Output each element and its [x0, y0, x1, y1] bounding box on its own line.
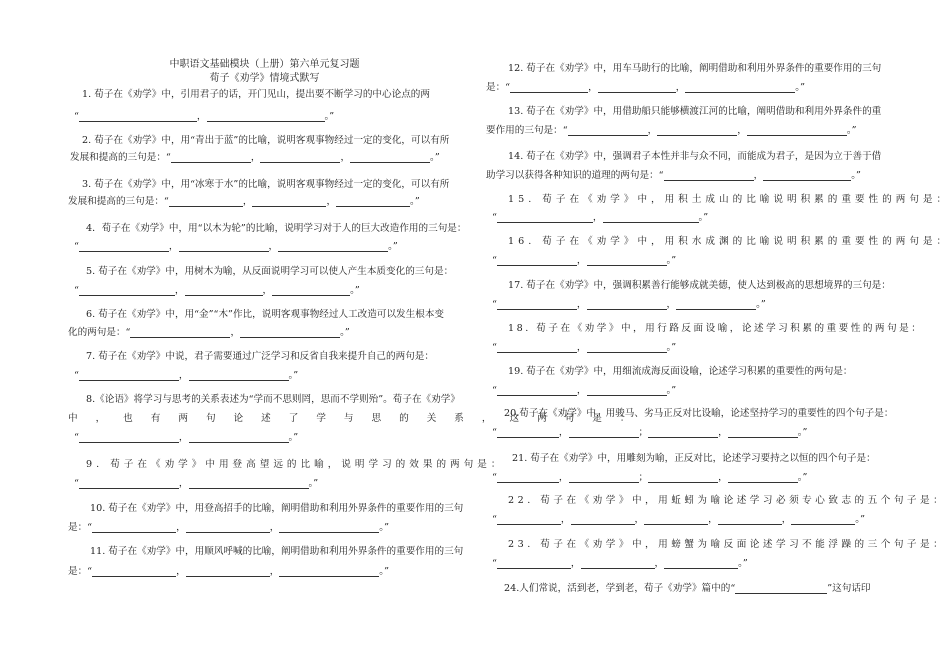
answer-blank[interactable]	[169, 195, 243, 207]
question-prompt: 3. 荀子在《劝学》中，用“冰寒于水”的比喻，说明客观事物经过一定的变化，可以有所	[82, 179, 450, 190]
answer-blank[interactable]	[587, 298, 667, 310]
answer-blank[interactable]	[497, 254, 577, 266]
answer-blank[interactable]	[186, 565, 270, 577]
answer-blank[interactable]	[664, 557, 738, 569]
answer-blank[interactable]	[648, 471, 718, 483]
answer-blank[interactable]	[79, 369, 179, 381]
answer-blank[interactable]	[186, 521, 270, 533]
answer-blank[interactable]	[497, 426, 559, 438]
question-prompt: 1. 荀子在《劝学》中，引用君子的话，开门见山，提出要不断学习的中心论点的两	[82, 89, 430, 100]
answer-blank[interactable]	[718, 513, 782, 525]
answer-blank[interactable]	[240, 326, 340, 338]
answer-blank[interactable]	[510, 81, 588, 93]
answer-blank[interactable]	[497, 384, 577, 396]
answer-blank[interactable]	[252, 195, 326, 207]
question-prompt: 12. 荀子在《劝学》中，用车马助行的比喻，阐明借助和利用外界条件的重要作用的三句	[508, 63, 882, 74]
answer-blank[interactable]	[676, 298, 756, 310]
question-prompt: 2. 荀子在《劝学》中，用“青出于蓝”的比喻，说明客观事物经过一定的变化，可以有所	[82, 135, 450, 146]
answer-blank[interactable]	[279, 521, 379, 533]
question-prompt: 11. 荀子在《劝学》中，用顺风呼喊的比喻，阐明借助和利用外界条件的重要作用的三句	[90, 546, 464, 557]
question-prompt: 8.《论语》将学习与思考的关系表述为“学而不思则罔，思而不学则殆”。荀子在《劝学》	[86, 394, 460, 405]
answer-blank[interactable]	[497, 557, 571, 569]
question-prompt: 中，也有两句论述了学与思的关系，这两句是：	[68, 413, 648, 424]
question-prompt: 13. 荀子在《劝学》中，用借助船只能够横渡江河的比喻，阐明借助和利用外界条件的重	[508, 106, 882, 117]
question-prompt: 10. 荀子在《劝学》中，用登高招手的比喻，阐明借助和利用外界条件的重要作用的三句	[90, 503, 464, 514]
question-prompt: 15. 荀子在《劝学》中，用积土成山的比喻说明积累的重要性的两句是：	[508, 194, 950, 205]
answer-blank[interactable]	[79, 240, 169, 252]
answer-blank[interactable]	[728, 471, 798, 483]
answer-blank[interactable]	[569, 471, 639, 483]
question-prompt: 21. 荀子在《劝学》中，用雕刻为喻，正反对比，论述学习要持之以恒的四个句子是：	[512, 453, 876, 464]
answer-blank[interactable]	[497, 471, 559, 483]
answer-blank[interactable]	[179, 240, 269, 252]
question-prompt: 5. 荀子在《劝学》中，用树木为喻，从反面说明学习可以使人产生本质变化的三句是：	[86, 266, 454, 277]
answer-blank[interactable]	[664, 169, 754, 181]
answer-blank[interactable]	[648, 426, 718, 438]
answer-blank[interactable]	[581, 557, 655, 569]
answer-blank[interactable]	[92, 565, 176, 577]
answer-blank[interactable]	[568, 124, 648, 136]
answer-blank[interactable]	[207, 110, 325, 122]
answer-blank[interactable]	[598, 81, 676, 93]
answer-blank[interactable]	[189, 431, 289, 443]
answer-blank[interactable]	[685, 81, 795, 93]
answer-blank[interactable]	[79, 110, 197, 122]
answer-blank[interactable]	[587, 254, 667, 266]
question-prompt: 16. 荀子在《劝学》中，用积水成渊的比喻说明积累的重要性的两句是：	[508, 236, 950, 247]
question-prompt: 14. 荀子在《劝学》中，强调君子本性并非与众不同，而能成为君子，是因为立于善于借	[508, 151, 882, 162]
answer-blank[interactable]	[571, 513, 635, 525]
question-prompt: 22. 荀子在《劝学》中，用蚯蚓为喻论述学习必须专心致志的五个句子是：	[508, 495, 947, 506]
answer-blank[interactable]	[791, 513, 855, 525]
answer-blank[interactable]	[735, 582, 827, 594]
answer-blank[interactable]	[497, 211, 593, 223]
answer-blank[interactable]	[336, 195, 410, 207]
answer-blank[interactable]	[279, 565, 379, 577]
answer-blank[interactable]	[603, 211, 699, 223]
answer-blank[interactable]	[79, 477, 179, 489]
answer-blank[interactable]	[569, 426, 639, 438]
question-prompt: 9. 荀子在《劝学》中用登高望远的比喻，说明学习的效果的两句是：	[86, 459, 505, 470]
answer-blank[interactable]	[79, 431, 179, 443]
question-prompt: 7. 荀子在《劝学》中说，君子需要通过广泛学习和反省自我来提升自己的两句是：	[86, 351, 434, 362]
question-prompt: 23. 荀子在《劝学》中，用螃蟹为喻反面论述学习不能浮躁的三个句子是：	[508, 539, 947, 550]
answer-blank[interactable]	[657, 124, 737, 136]
answer-blank[interactable]	[497, 298, 577, 310]
answer-blank[interactable]	[189, 369, 289, 381]
answer-blank[interactable]	[185, 284, 263, 296]
answer-blank[interactable]	[278, 240, 388, 252]
answer-blank[interactable]	[763, 169, 851, 181]
answer-blank[interactable]	[350, 151, 430, 163]
answer-blank[interactable]	[260, 151, 340, 163]
answer-blank[interactable]	[130, 326, 230, 338]
answer-blank[interactable]	[497, 513, 561, 525]
answer-blank[interactable]	[747, 124, 847, 136]
question-prompt: 20.荀子在《劝学》中，用骏马、劣马正反对比设喻，论述坚持学习的重要性的四个句子是：	[504, 408, 894, 419]
answer-blank[interactable]	[272, 284, 350, 296]
answer-blank[interactable]	[92, 521, 176, 533]
answer-blank[interactable]	[189, 477, 309, 489]
question-prompt: 18. 荀子在《劝学》中，用行路反面设喻，论述学习积累的重要性的两句是：	[508, 323, 924, 334]
question-prompt: 4．荀子在《劝学》中，用“以木为轮”的比喻，说明学习对于人的巨大改造作用的三句是：	[86, 223, 467, 234]
page-subtitle: 荀子《劝学》情境式默写	[209, 73, 320, 84]
page-title: 中职语文基础模块（上册）第六单元复习题	[169, 59, 360, 70]
question-prompt: 6. 荀子在《劝学》中，用“金”“木”作比，说明客观事物经过人工改造可以发生根本变	[86, 309, 445, 320]
answer-blank[interactable]	[587, 384, 667, 396]
answer-blank[interactable]	[644, 513, 708, 525]
question-prompt: 17. 荀子在《劝学》中，强调积累善行能够成就美德，使人达到极高的思想境界的三句是：	[508, 280, 891, 291]
answer-blank[interactable]	[728, 426, 798, 438]
answer-blank[interactable]	[587, 341, 667, 353]
answer-blank[interactable]	[497, 341, 577, 353]
answer-blank[interactable]	[79, 284, 175, 296]
answer-blank[interactable]	[171, 151, 251, 163]
question-prompt: 19. 荀子在《劝学》中，用细流成海反面设喻，论述学习积累的重要性的两句是：	[508, 366, 853, 377]
